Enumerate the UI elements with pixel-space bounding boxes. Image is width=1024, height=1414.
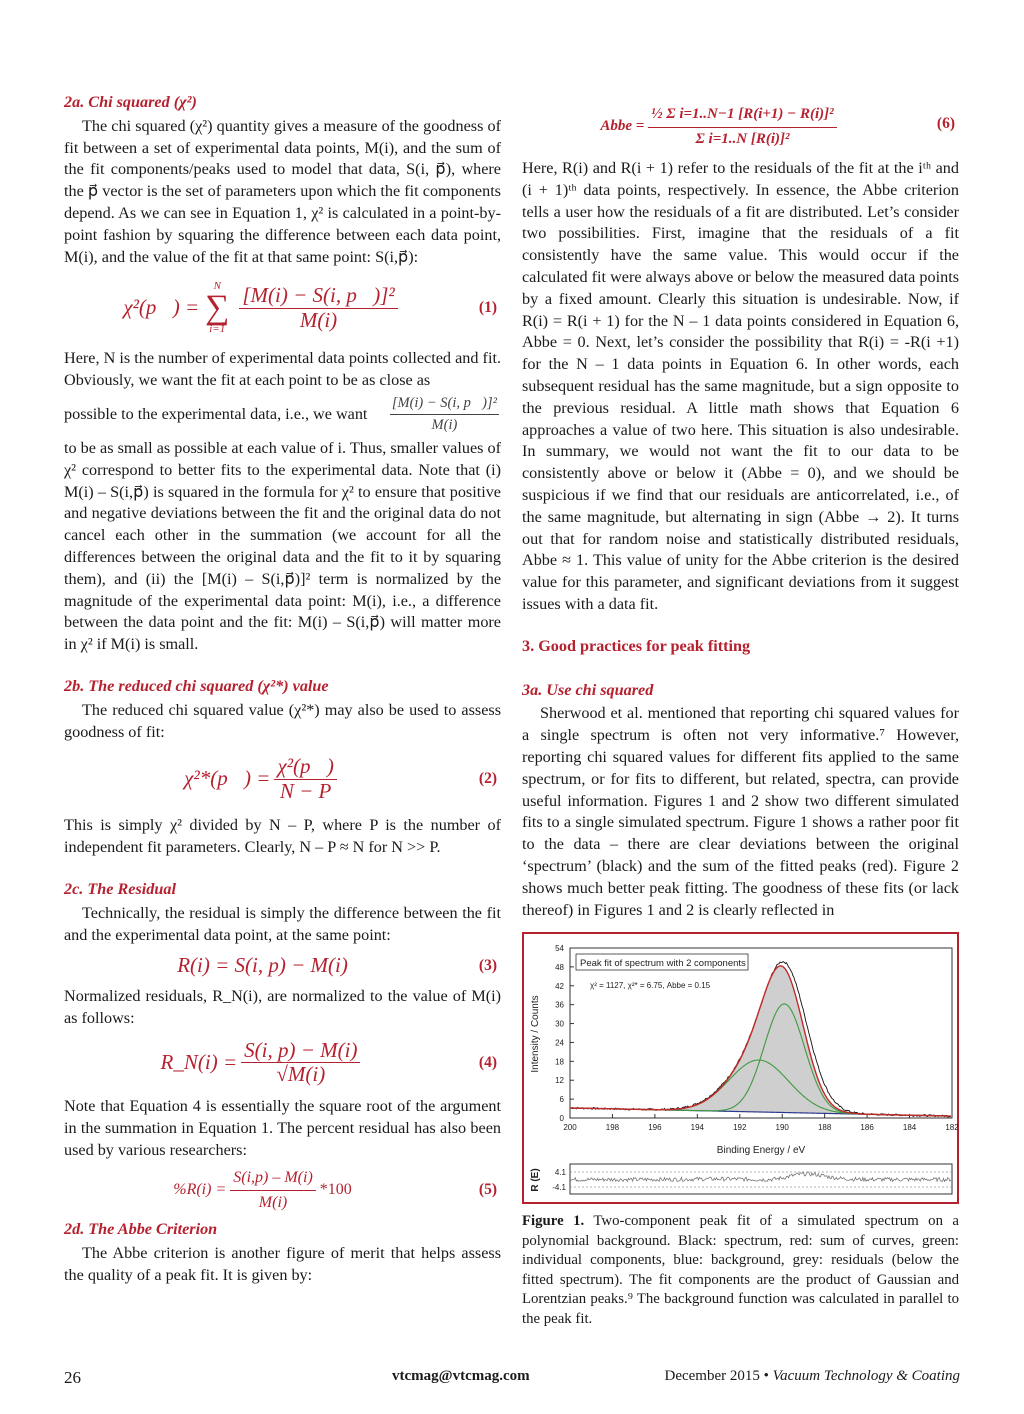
x-tick-label: 186 — [860, 1123, 874, 1132]
eq5-label: (5) — [478, 1181, 497, 1199]
section-2c-heading: 2c. The Residual — [64, 879, 176, 898]
inline-fraction: $\frac{\text{[M(i) − S(i, p⃗)]²}}{M(i)}$ — [391, 394, 497, 434]
eq3-label: (3) — [478, 957, 497, 975]
y-tick-label: 54 — [555, 944, 564, 953]
equation-4 — [64, 1030, 501, 1096]
figure-1-caption — [522, 1212, 959, 1330]
equation-5 — [64, 1161, 501, 1219]
eq5-rhs: *100 — [319, 1181, 352, 1199]
eq3-body: R(i) = S(i, p) − M(i) — [177, 953, 348, 978]
y-axis-label: Intensity / Counts — [530, 995, 541, 1073]
equation-6 — [522, 96, 959, 158]
y-tick-label: 12 — [555, 1076, 564, 1086]
x-axis-label: Binding Energy / eV — [716, 1145, 806, 1156]
figure-1 — [522, 932, 959, 1204]
equation-2 — [64, 743, 501, 815]
eq1-sum: N ∑ i=1 — [205, 280, 230, 336]
section-3-heading: 3. Good practices for peak fitting — [522, 636, 751, 655]
x-tick-label: 188 — [817, 1123, 832, 1132]
eq4-label: (4) — [478, 1054, 497, 1072]
eq6-fraction: $\frac{\text{½ Σ i=1..N−1 [R(i+1) − R(i)]²}}{\text{Σ i=1..N [R(i)]²}}$ — [648, 104, 836, 151]
section-2c-paragraph-1: Technically, the residual is simply the difference between the fit and the experimental data point, at the same point: — [64, 903, 501, 944]
eq4-lhs: R_N(i) = — [160, 1050, 238, 1074]
residual-tick-bottom: -4.1 — [552, 1183, 566, 1192]
eq2-label: (2) — [478, 770, 497, 788]
section-2c-paragraph-2: Normalized residuals, R_N(i), are normalized to the value of M(i) as follows: — [64, 987, 501, 1028]
x-tick-label: 182 — [945, 1123, 959, 1132]
right-paragraph-1: Here, R(i) and R(i + 1) refer to the residuals of the fit at the iᵗʰ and (i + 1)ᵗʰ data points, respectively. In essence, the Abbe criterion tells a user how the residuals of a fit are distributed. Let’s consider two possibilities. First, imagine that the residuals of a fit consistently have the same value. This would occur if the calculated fit were always above or below the measured data points by a fixed amount. Clearly this situation is undesirable. Now, if R(i) = R(i + 1) for the N – 1 data points considered in Equation 6, Abbe = 0. Next, let’s consider the possibility that R(i) = -R(i +1) for the N – 1 data points in Equation 6. In other words, each subsequent residual has the same magnitude, but a sign opposite to the previous residual. A little math shows that Equation 6 approaches a value of two here. This situation is also undesirable. In summary, we would not want the fit to our data to be consistently above or below it (Abbe = 0), and we should be suspicious if we find that our residuals are anticorrelated, i.e., of the same magnitude, but alternating in sign (Abbe → 2). It turns out that for random noise and statistically distributed residuals, Abbe ≈ 1. This value of unity for the Abbe criterion is the desired value for this parameter, and significant deviations from it suggest issues with a data fit. — [522, 159, 959, 613]
figure-1-chart — [524, 934, 957, 1202]
caption-text: Two-component peak fit of a simulated spectrum on a polynomial background. Black: spectrum, red: sum of curves, green: individual components, blue: background, grey: residuals (below the fitted spectrum). The fit components are the product of Gaussian and Lorentzian peaks.⁹ The background function was calculated in parallel to the peak fit. — [522, 1213, 959, 1327]
section-2b-heading: 2b. The reduced chi squared (χ²*) value — [64, 676, 329, 695]
section-2a-heading: 2a. Chi squared (χ²) — [64, 93, 197, 111]
section-2a-paragraph-3: possible to the experimental data, i.e., we want $\frac{\text{[M(i) − S(i, p⃗)]²}}{M(i)}$ — [64, 392, 501, 438]
page-number: 26 — [64, 1368, 81, 1387]
legend-title: Peak fit of spectrum with 2 components — [580, 958, 746, 969]
section-2c-paragraph-3: Note that Equation 4 is essentially the square root of the argument in the summation in Equation 1. The percent residual has also been used by various researchers: — [64, 1096, 501, 1159]
section-2d-paragraph-1: The Abbe criterion is another figure of merit that helps assess the quality of a peak fit. It is given by: — [64, 1244, 501, 1284]
x-tick-label: 200 — [563, 1123, 577, 1132]
eq1-lhs: χ²(p⃗) = — [123, 295, 200, 320]
y-tick-label: 18 — [555, 1057, 564, 1067]
left-column — [64, 92, 501, 1287]
section-2a-paragraph-2: Here, N is the number of experimental data points collected and fit. Obviously, we want the fit at each point to be as close as — [64, 349, 501, 390]
y-tick-label: 24 — [555, 1038, 564, 1048]
eq5-lhs: %R(i) = — [173, 1181, 227, 1199]
footer-date: December 2015 — [664, 1368, 760, 1384]
eq1-label: (1) — [478, 299, 497, 317]
caption-lead: Figure 1. — [522, 1213, 585, 1229]
x-tick-label: 198 — [605, 1123, 620, 1132]
equation-3 — [64, 946, 501, 986]
residual-trace — [570, 1172, 951, 1182]
section-2b-paragraph-1: The reduced chi squared value (χ²*) may also be used to assess goodness of fit: — [64, 700, 501, 741]
section-2a-paragraph-1: The chi squared (χ²) quantity gives a measure of the goodness of fit between a set of experimental data points, M(i), and the sum of the fit components/peaks used to model that data, S(i, p⃗), where the p⃗ vector is the set of parameters upon which the fit components depend. As we can see in Equation 1, χ² is calculated in a point-by-point fashion by squaring the difference between each data point, M(i), and the value of the fit at that same point: S(i,p⃗): — [64, 116, 501, 266]
footer-email: vtcmag@vtcmag.com — [392, 1368, 530, 1384]
right-column — [522, 96, 959, 921]
y-tick-label: 36 — [555, 1000, 564, 1010]
x-tick-label: 184 — [902, 1123, 917, 1132]
section-2d-heading: 2d. The Abbe Criterion — [64, 1220, 218, 1239]
section-3a-paragraph-1: Sherwood et al. mentioned that reporting chi squared values for a single spectrum is often not very informative.⁷ However, reporting chi squared values for different fits applied to the same spectrum, or for fits to different, but related, spectra, can provide useful information. Figures 1 and 2 show two different simulated fits to a single simulated spectrum. Figure 1 shows a rather poor fit to the data – there are clear deviations between the original ‘spectrum’ (black) and the sum of the fitted peaks (red). Figure 2 shows much better peak fitting. The goodness of these fits (or lack thereof) in Figures 1 and 2 is clearly reflected in — [522, 704, 959, 919]
eq2-lhs: χ²*(p⃗) = — [184, 766, 271, 791]
footer-bullet: • — [763, 1368, 769, 1384]
x-tick-label: 196 — [648, 1123, 662, 1132]
y-tick-label: 6 — [559, 1095, 564, 1105]
x-tick-label: 192 — [733, 1123, 747, 1132]
x-tick-label: 190 — [775, 1123, 789, 1132]
eq6-lhs: Abbe = — [600, 118, 645, 135]
eq2-fraction: $\frac{\text{χ²(p⃗)}}{N - P}$ — [274, 756, 336, 803]
footer-date-magazine — [664, 1368, 960, 1385]
y-tick-label: 30 — [555, 1019, 564, 1029]
eq4-fraction: $\frac{S(i, p) - M(i)}{√M(i)}$ — [241, 1040, 360, 1087]
section-2a-paragraph-4: to be as small as possible at each value of i. Thus, smaller values of χ² correspond to better fits to the experimental data. Note that (i) M(i) – S(i,p⃗) is squared in the formula for χ² to ensure that positive and negative deviations between the fit and the original data do not cancel each other in the summation (we account for all the differences between the original data and the fit to it by squaring them), and (ii) the [M(i) – S(i,p⃗)]² term is normalized by the magnitude of the experimental data point: M(i), i.e., a difference between the data point and the fit: M(i) – S(i,p⃗) will matter more in χ² if M(i) is small. — [64, 438, 501, 654]
equation-1 — [64, 268, 501, 348]
section-2b-paragraph-2: This is simply χ² divided by N – P, where P is the number of independent fit parameters. Clearly, N – P ≈ N for N >> P. — [64, 816, 501, 857]
residual-tick-top: 4.1 — [554, 1168, 566, 1177]
eq1-fraction: $\frac{\text{[M(i) − S(i, p⃗)]²}}{M(i)}$ — [239, 285, 397, 332]
residual-axis-label: R (E) — [530, 1168, 541, 1192]
eq5-fraction: $\frac{S(i,p) - M(i)}{M(i)}$ — [230, 1167, 316, 1214]
x-tick-label: 194 — [690, 1123, 705, 1132]
section-3a-heading: 3a. Use chi squared — [522, 680, 654, 699]
y-tick-label: 42 — [555, 981, 564, 991]
fit-stats: χ² = 1127, χ²* = 6.75, Abbe = 0.15 — [590, 981, 711, 990]
eq6-label: (6) — [936, 115, 955, 133]
y-tick-label: 48 — [555, 962, 564, 972]
footer-magazine: Vacuum Technology & Coating — [772, 1368, 960, 1384]
y-tick-label: 0 — [559, 1114, 564, 1123]
